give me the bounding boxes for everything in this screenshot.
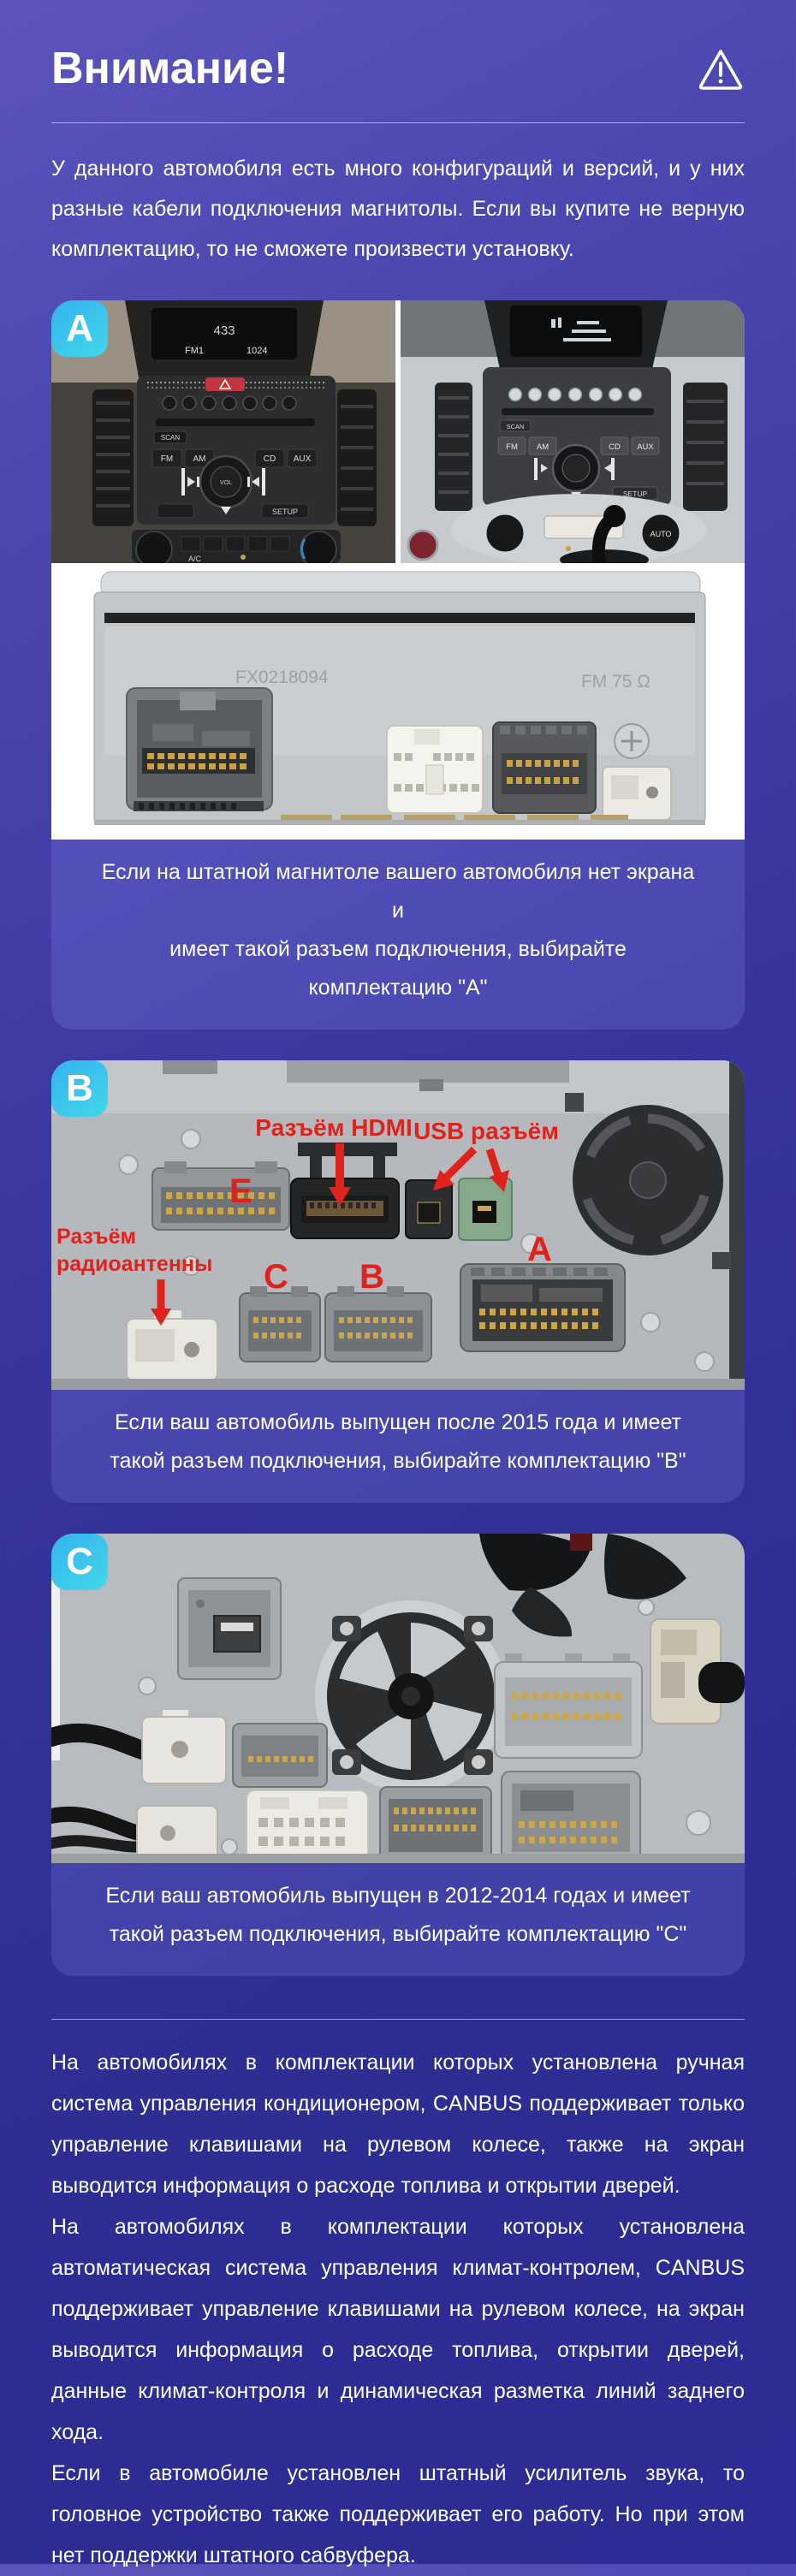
dash-display-band: FM1 bbox=[185, 346, 204, 357]
setup-button-label: SETUP bbox=[271, 507, 299, 517]
radio-antenna-connector bbox=[127, 1310, 217, 1380]
aux-button-label: AUX bbox=[293, 454, 312, 465]
engine-start-button bbox=[408, 531, 437, 560]
connector-letter-e: E bbox=[229, 1172, 252, 1211]
white-connector bbox=[387, 726, 483, 813]
scan-button-label: SCAN bbox=[160, 434, 181, 442]
antenna-label-line-2: радиоантенны bbox=[56, 1252, 213, 1277]
dashboard-photos bbox=[51, 300, 745, 563]
intro-text: У данного автомобиля есть много конфигураций и версий, и у них разные кабели подключения магнитолы. Если вы купите не верную комплектацию, то не сможете произвести установку. bbox=[51, 157, 745, 262]
connector-letter-c: C bbox=[264, 1258, 288, 1297]
stock-unit-connectors bbox=[51, 563, 745, 840]
caption-c-line-1: Если ваш автомобиль выпущен в 2012-2014 годах и имеет bbox=[105, 1884, 691, 1908]
cd-button-label: CD bbox=[263, 454, 276, 465]
usb-connector-black bbox=[406, 1180, 452, 1238]
setup-button-label: SETUP bbox=[622, 490, 648, 499]
cd-button-label: CD bbox=[609, 442, 621, 453]
caption-a-line-1: Если на штатной магнитоле вашего автомобиля нет экрана и bbox=[101, 860, 695, 923]
unit-stamp-right: FM 75 Ω bbox=[580, 672, 650, 692]
badge-c: C bbox=[51, 1534, 108, 1590]
central-fan bbox=[315, 1600, 507, 1792]
caption-b bbox=[51, 1390, 745, 1503]
header bbox=[51, 0, 745, 93]
note-manual-ac: На автомобилях в комплектации которых установлена ручная система управления кондиционером, CANBUS поддерживает только управление клавишами на рулевом колесе, также на экран выводится информация о расходе топлива и открытии дверей. bbox=[51, 2051, 745, 2199]
fm-button-label: FM bbox=[506, 442, 518, 453]
connector-b bbox=[325, 1286, 431, 1362]
dashboard-photo-right bbox=[401, 300, 745, 563]
hdmi-label: Разъём HDMI bbox=[255, 1114, 413, 1142]
config-card-b bbox=[51, 1060, 745, 1503]
caption-c bbox=[51, 1863, 745, 1976]
connector-e bbox=[152, 1161, 289, 1230]
stock-unit-photo bbox=[51, 563, 745, 840]
config-card-a bbox=[51, 300, 745, 1030]
bottom-pin-connector bbox=[380, 1787, 491, 1863]
caption-c-line-2: такой разъем подключения, выбирайте комплектацию "C" bbox=[109, 1922, 687, 1947]
am-button-label: AM bbox=[193, 454, 206, 465]
dash-display-freq: 1024 bbox=[247, 346, 268, 357]
scan-button-label: SCAN bbox=[506, 423, 525, 431]
note-climate-control: На автомобилях в комплектации которых установлена автоматическая система управления климат-контролем, CANBUS поддерживает управление клавишами на рулевом колесе, на экран выводится информация о расходе топлива, открытии дверей, данные климат-контроля и динамическая разметка линий заднего хода. bbox=[51, 2215, 745, 2445]
caption-b-line-2: такой разъем подключения, выбирайте комплектацию "B" bbox=[110, 1449, 686, 1474]
fm-button-label: FM bbox=[160, 454, 174, 465]
badge-a: A bbox=[51, 300, 108, 357]
bottom-large-connector bbox=[502, 1772, 640, 1863]
vol-knob-label: VOL bbox=[219, 480, 233, 487]
connector-a bbox=[460, 1264, 625, 1351]
antenna-connector bbox=[603, 767, 671, 820]
aux-button-label: AUX bbox=[637, 442, 654, 453]
auto-button-label: AUTO bbox=[650, 530, 672, 539]
page-title: Внимание! bbox=[51, 44, 289, 93]
connector-c bbox=[240, 1286, 320, 1362]
note-amplifier: Если в автомобиле установлен штатный усилитель звука, то головное устройство также поддерживает его работу. Но при этом нет поддержки штатного сабвуфера. bbox=[51, 2461, 745, 2568]
canbus-notes bbox=[51, 2042, 745, 2576]
left-gray-connector bbox=[233, 1724, 327, 1787]
bottom-white-connector bbox=[247, 1790, 368, 1863]
badge-b: B bbox=[51, 1060, 108, 1117]
screw bbox=[615, 724, 649, 758]
config-card-c bbox=[51, 1534, 745, 1976]
cd-slot bbox=[156, 418, 315, 426]
unit-c-photo bbox=[51, 1534, 745, 1863]
dark-connector bbox=[493, 722, 596, 813]
unit-b-photo bbox=[51, 1060, 745, 1390]
ac-label: A/C bbox=[188, 555, 202, 564]
caption-a-line-2: имеет такой разъем подключения, выбирайте комплектацию "А" bbox=[169, 937, 627, 1000]
divider-bottom bbox=[51, 2019, 745, 2020]
caption-b-line-1: Если ваш автомобиль выпущен после 2015 года и имеет bbox=[115, 1410, 681, 1435]
mid-right-connector bbox=[495, 1653, 642, 1758]
am-button-label: AM bbox=[536, 442, 549, 453]
dash-display-clock: 433 bbox=[213, 323, 235, 339]
unit-stamp-left: FX0218094 bbox=[235, 668, 329, 688]
caption-a bbox=[51, 840, 745, 1030]
right-vent bbox=[337, 389, 377, 526]
top-left-connector bbox=[178, 1578, 281, 1679]
main-harness-connector bbox=[127, 688, 272, 811]
antenna-label-line-1: Разъём bbox=[56, 1225, 136, 1249]
divider-top bbox=[51, 122, 745, 123]
connector-letter-a: A bbox=[527, 1231, 552, 1269]
warning-triangle-icon bbox=[697, 47, 745, 92]
usb-label: USB разъём bbox=[413, 1118, 559, 1145]
connector-letter-b: B bbox=[359, 1258, 384, 1297]
